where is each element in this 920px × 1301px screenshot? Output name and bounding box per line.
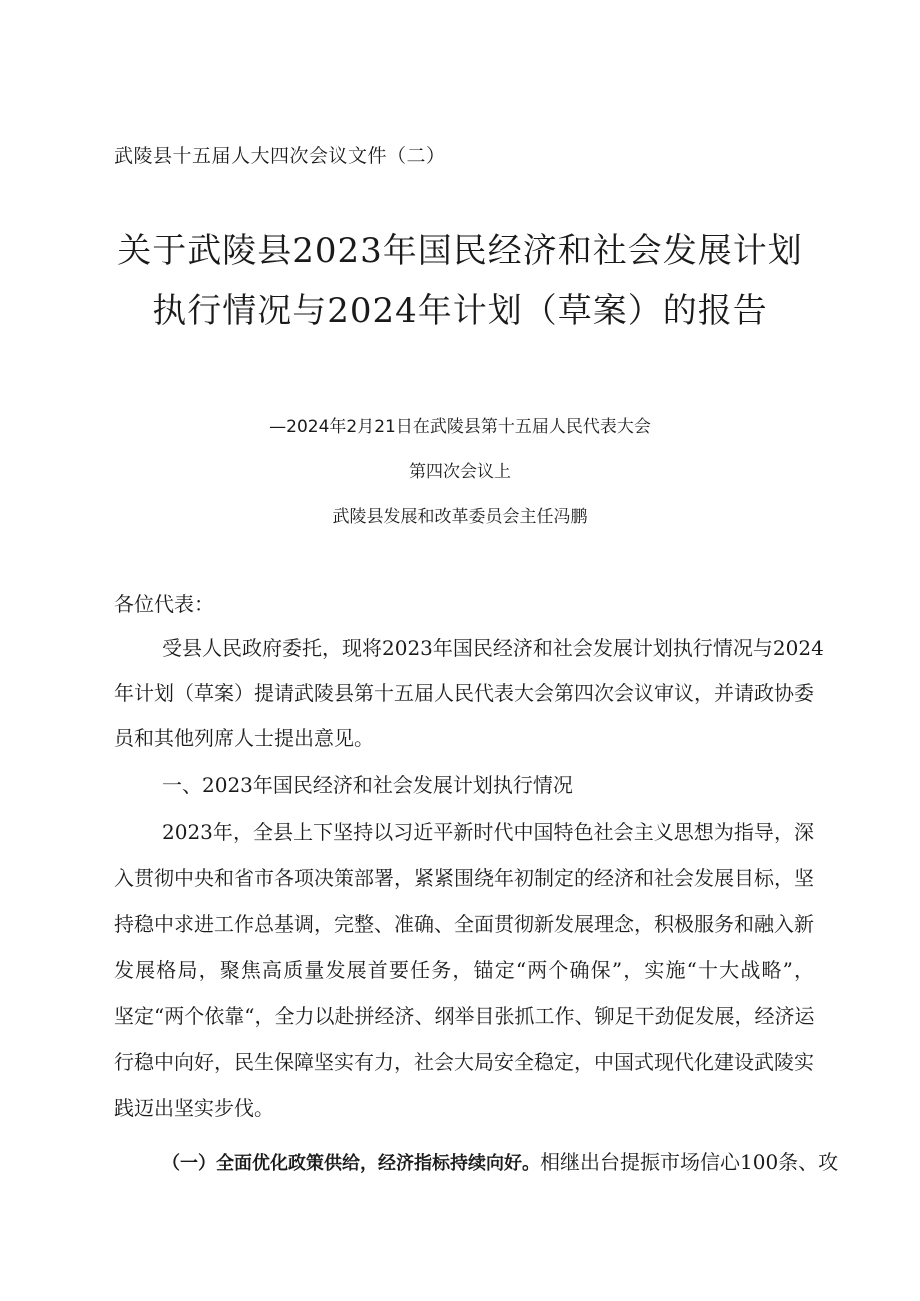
document-header: 武陵县十五届人大四次会议文件（二）	[114, 145, 446, 167]
paragraph-1-text: 受县人民政府委托，现将2023年国民经济和社会发展计划执行情况与2024	[162, 636, 824, 660]
paragraph-2-text: 2023年，全县上下坚持以习近平新时代中国特色社会主义思想为指导，深	[162, 820, 814, 844]
section-heading-1: 一、2023年国民经济和社会发展计划执行情况	[162, 773, 573, 797]
report-title-line-2: 执行情况与2024年计划（草案）的报告	[152, 291, 768, 331]
paragraph-1-line: 员和其他列席人士提出意见。	[114, 726, 374, 750]
paragraph-2-line	[114, 908, 814, 937]
paragraph-1-line	[162, 632, 824, 661]
report-title-line-1: 关于武陵县2023年国民经济和社会发展计划	[117, 231, 803, 271]
paragraph-2-text: 持稳中求进工作总基调，完整、准确、全面贯彻新发展理念，积极服务和融入新	[114, 912, 814, 936]
paragraph-2-line	[162, 816, 814, 845]
paragraph-2-line: 践迈出坚实步伐。	[114, 1096, 274, 1120]
subsection-heading-1: （一）全面优化政策供给，经济指标持续向好。	[162, 1153, 540, 1174]
paragraph-2-text: 发展格局，聚焦高质量发展首要任务，锚定“两个确保”，实施“十大战略”，	[114, 958, 814, 982]
paragraph-1-line	[114, 677, 814, 706]
report-subtitle-line-1: —2024年2月21日在武陵县第十五届人民代表大会	[269, 417, 651, 437]
paragraph-1-text: 年计划（草案）提请武陵县第十五届人民代表大会第四次会议审议，并请政协委	[114, 681, 814, 705]
greeting: 各位代表：	[114, 592, 214, 616]
paragraph-2-text: 入贯彻中央和省市各项决策部署，紧紧围绕年初制定的经济和社会发展目标，坚	[114, 866, 814, 890]
paragraph-3-line	[162, 1146, 838, 1175]
paragraph-2-line	[114, 1000, 814, 1029]
paragraph-2-text: 行稳中向好，民生保障坚实有力，社会大局安全稳定，中国式现代化建设武陵实	[114, 1050, 814, 1074]
report-subtitle-line-2: 第四次会议上	[409, 462, 511, 482]
paragraph-2-text: 坚定“两个依靠“，全力以赴拼经济、纲举目张抓工作、铆足干劲促发展，经济运	[114, 1004, 815, 1028]
paragraph-2-line	[114, 954, 814, 983]
paragraph-2-line	[114, 1046, 814, 1075]
report-subtitle-line-3: 武陵县发展和改革委员会主任冯鹏	[332, 507, 588, 527]
paragraph-3-text: 相继出台提振市场信心100条、攻	[540, 1150, 839, 1174]
paragraph-2-line	[114, 862, 814, 891]
